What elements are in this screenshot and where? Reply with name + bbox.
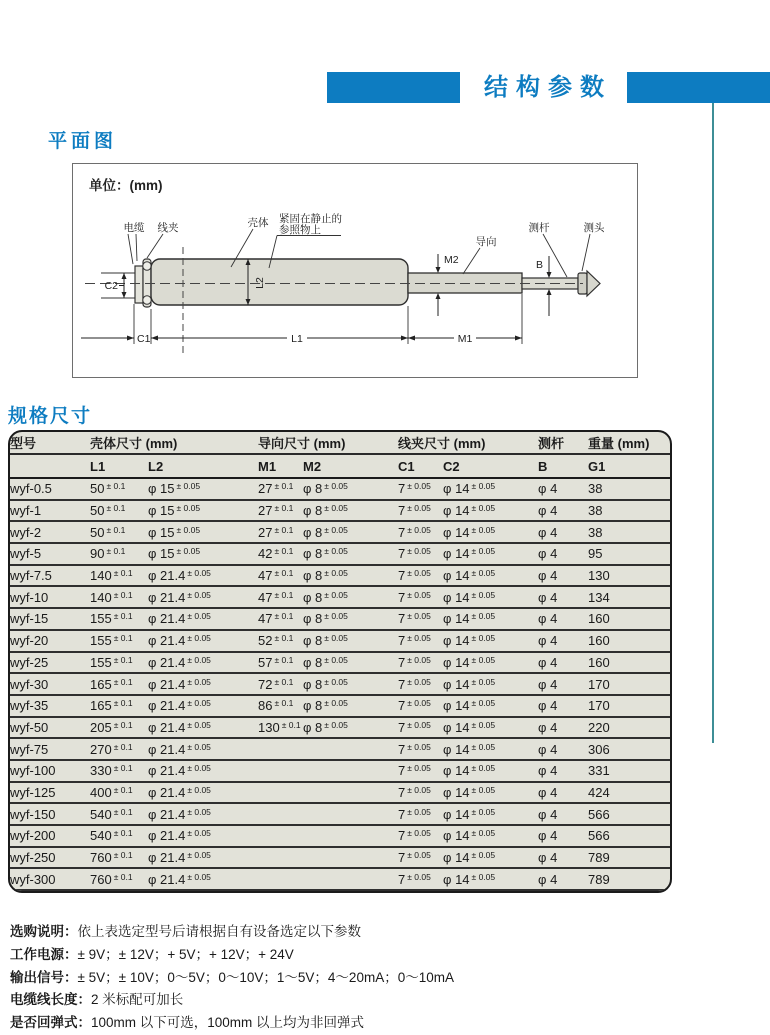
cell-c2: φ 14 $^{\pm 0.05}$: [443, 695, 538, 717]
sub-header-c2: C2: [443, 454, 538, 478]
cell-b: φ 4: [538, 521, 588, 543]
dim-c2: C2: [104, 280, 118, 292]
cell-g1: 566: [588, 825, 658, 847]
label-cable: 电缆: [123, 222, 145, 234]
cell-m1: 57 $^{\pm 0.1}$: [258, 652, 303, 674]
note-line: [10, 989, 750, 1012]
note-text: 100mm 以下可选，100mm 以上均为非回弹式: [91, 1015, 365, 1031]
cell-b: φ 4: [538, 825, 588, 847]
cell-c2: φ 14 $^{\pm 0.05}$: [443, 543, 538, 565]
cell-m1: 47 $^{\pm 0.1}$: [258, 565, 303, 587]
cell-m2: [303, 738, 398, 760]
cell-l2: φ 21.4 $^{\pm 0.05}$: [148, 652, 258, 674]
cell-l1: 50 $^{\pm 0.1}$: [90, 481, 126, 497]
table-row: [10, 608, 670, 630]
cell-c1: 7 $^{\pm 0.05}$: [398, 500, 443, 522]
cell-m2: [303, 868, 398, 890]
col-header-shell: 壳体尺寸 (mm): [90, 436, 178, 451]
cell-filler: [658, 565, 670, 587]
label-guide: 导向: [475, 236, 497, 248]
cell-m2: [303, 825, 398, 847]
cell-l1: [90, 890, 148, 893]
table-row: [10, 717, 670, 739]
cell-m1: [258, 890, 303, 893]
cell-l1: 90 $^{\pm 0.1}$: [90, 543, 148, 565]
cell-filler: [658, 738, 670, 760]
vertical-rule: [712, 103, 714, 743]
cell-c2: φ 14 $^{\pm 0.05}$: [443, 673, 538, 695]
cell-c2: φ 14 $^{\pm 0.05}$: [443, 782, 538, 804]
cell-filler: [658, 760, 670, 782]
cell-b: φ 4: [538, 717, 588, 739]
cell-l2: φ 21.4 $^{\pm 0.05}$: [148, 760, 258, 782]
table-row: [10, 586, 670, 608]
dim-c1: C1: [137, 333, 151, 345]
note-text: ± 9V；± 12V；+ 5V；+ 12V；+ 24V: [77, 946, 294, 962]
cell-l2: φ 15 $^{\pm 0.05}$: [148, 481, 201, 497]
cell-l2: φ 21.4 $^{\pm 0.05}$: [148, 803, 258, 825]
cell-m2: φ 8 $^{\pm 0.05}$: [303, 586, 398, 608]
cell-m1: [258, 825, 303, 847]
table-row: [10, 825, 670, 847]
cell-l1: 400 $^{\pm 0.1}$: [90, 782, 148, 804]
table-row: [10, 500, 670, 522]
cell-model: [10, 890, 90, 893]
table-row: [10, 803, 670, 825]
cell-c1: 7 $^{\pm 0.05}$: [398, 652, 443, 674]
cell-l2: φ 21.4 $^{\pm 0.05}$: [148, 717, 258, 739]
table-row: [10, 630, 670, 652]
label-tip: 测头: [583, 222, 605, 234]
cell-b: φ 4: [538, 630, 588, 652]
cell-b: φ 4: [538, 803, 588, 825]
cell-m2: [303, 890, 398, 893]
cell-filler: [658, 673, 670, 695]
note-label: 工作电源：: [10, 946, 78, 962]
cell-b: φ 4: [538, 760, 588, 782]
cell-l2: φ 21.4 $^{\pm 0.05}$: [148, 868, 258, 890]
cell-model: wyf-35: [10, 695, 90, 717]
cell-m2: φ 8 $^{\pm 0.05}$: [303, 481, 348, 497]
cell-filler: [658, 521, 670, 543]
sub-header-blank: [10, 454, 90, 478]
cell-l2: φ 21.4 $^{\pm 0.05}$: [148, 673, 258, 695]
cell-c2: φ 14 $^{\pm 0.05}$: [443, 803, 538, 825]
label-rod: 测杆: [528, 222, 550, 234]
cell-c2: φ 14 $^{\pm 0.05}$: [443, 608, 538, 630]
cell-m1: 72 $^{\pm 0.1}$: [258, 673, 303, 695]
cell-filler: [658, 847, 670, 869]
cell-l1: 205 $^{\pm 0.1}$: [90, 717, 148, 739]
cell-m1: [258, 847, 303, 869]
dim-m2: M2: [444, 254, 459, 266]
cell-l2: φ 21.4 $^{\pm 0.05}$: [148, 695, 258, 717]
cell-b: φ 4: [538, 608, 588, 630]
cell-c2: φ 14 $^{\pm 0.05}$: [443, 630, 538, 652]
cell-l1: 540 $^{\pm 0.1}$: [90, 803, 148, 825]
table-row: [10, 521, 670, 543]
cell-l1: 50 $^{\pm 0.1}$: [90, 500, 148, 522]
cell-model: wyf-15: [10, 608, 90, 630]
col-header-weight: 重量 (mm): [588, 436, 650, 451]
cell-m1: [258, 803, 303, 825]
cell-model: wyf-10: [10, 586, 90, 608]
col-header-clamp: 线夹尺寸 (mm): [398, 436, 486, 451]
note-text: ± 5V；± 10V；0～5V；0～10V；1～5V；4～20mA；0～10mA: [77, 969, 454, 985]
cell-model: wyf-20: [10, 630, 90, 652]
cell-filler: [658, 586, 670, 608]
cell-filler: [658, 825, 670, 847]
spec-table: [8, 430, 672, 893]
table-row: [10, 890, 670, 893]
shell-body: [151, 259, 408, 305]
note-line: [10, 967, 750, 990]
cell-m2: φ 8 $^{\pm 0.05}$: [303, 500, 398, 522]
cell-model: wyf-5: [10, 543, 90, 565]
cell-g1: 38: [588, 481, 603, 497]
table-row: [10, 782, 670, 804]
cell-l1: 50 $^{\pm 0.1}$: [90, 521, 148, 543]
unit-label: 单位：(mm): [89, 178, 163, 193]
cell-c2: [443, 890, 538, 893]
dim-l2: L2: [254, 277, 266, 289]
sub-header-c1: C1: [398, 454, 443, 478]
cell-b: φ 4: [538, 868, 588, 890]
cell-b: φ 4: [538, 738, 588, 760]
sub-header-filler: [658, 454, 670, 478]
cell-g1: 170: [588, 673, 658, 695]
cell-l1: 140 $^{\pm 0.1}$: [90, 565, 148, 587]
cell-l1: 155 $^{\pm 0.1}$: [90, 630, 148, 652]
col-header-model: 型号: [10, 436, 37, 451]
cell-c1: 7 $^{\pm 0.05}$: [398, 803, 443, 825]
cell-filler: [658, 868, 670, 890]
table-row: [10, 760, 670, 782]
dim-l1: L1: [291, 333, 303, 345]
cell-m1: 27 $^{\pm 0.1}$: [258, 521, 303, 543]
cell-b: φ 4: [538, 543, 588, 565]
cell-g1: 331: [588, 760, 658, 782]
cell-b: φ 4: [538, 500, 588, 522]
cell-m2: φ 8 $^{\pm 0.05}$: [303, 673, 398, 695]
cell-filler: [658, 652, 670, 674]
cell-filler: [658, 890, 670, 893]
cell-m2: φ 8 $^{\pm 0.05}$: [303, 630, 398, 652]
cell-model: wyf-25: [10, 652, 90, 674]
cell-model: wyf-0.5: [10, 481, 52, 497]
cell-c2: φ 14 $^{\pm 0.05}$: [443, 825, 538, 847]
cell-c1: 7 $^{\pm 0.05}$: [398, 630, 443, 652]
cell-l2: φ 15 $^{\pm 0.05}$: [148, 543, 258, 565]
cell-l1: 270 $^{\pm 0.1}$: [90, 738, 148, 760]
cell-c2: φ 14 $^{\pm 0.05}$: [443, 565, 538, 587]
cell-c1: 7 $^{\pm 0.05}$: [398, 782, 443, 804]
cell-m2: φ 8 $^{\pm 0.05}$: [303, 608, 398, 630]
cell-model: wyf-50: [10, 717, 90, 739]
cell-model: wyf-75: [10, 738, 90, 760]
cell-filler: [658, 608, 670, 630]
cell-m2: [303, 760, 398, 782]
table-row: [10, 673, 670, 695]
note-text: 依上表选定型号后请根据自有设备选定以下参数: [77, 924, 361, 939]
cell-model: wyf-250: [10, 847, 90, 869]
cell-model: wyf-2: [10, 521, 90, 543]
sub-header-m2: M2: [303, 454, 398, 478]
cell-c1: 7 $^{\pm 0.05}$: [398, 868, 443, 890]
table-row: [10, 652, 670, 674]
cell-g1: 220: [588, 717, 658, 739]
cell-b: φ 4: [538, 586, 588, 608]
cell-c2: φ 14 $^{\pm 0.05}$: [443, 586, 538, 608]
cell-g1: 424: [588, 782, 658, 804]
cell-filler: [658, 695, 670, 717]
cell-filler: [658, 782, 670, 804]
cable-connector: [135, 266, 143, 303]
cell-m1: 27 $^{\pm 0.1}$: [258, 481, 294, 497]
cell-m1: 47 $^{\pm 0.1}$: [258, 608, 303, 630]
cell-l1: 540 $^{\pm 0.1}$: [90, 825, 148, 847]
spec-table-body: [10, 478, 670, 893]
label-fixed-note-1: 紧固在静止的: [279, 213, 342, 225]
cell-l2: φ 21.4 $^{\pm 0.05}$: [148, 847, 258, 869]
cell-g1: 306: [588, 738, 658, 760]
section-title-plan-view: 平面图: [48, 131, 118, 152]
note-line: [10, 1012, 750, 1035]
cell-m2: φ 8 $^{\pm 0.05}$: [303, 521, 398, 543]
label-clamp: 线夹: [157, 222, 179, 234]
cell-l1: 165 $^{\pm 0.1}$: [90, 673, 148, 695]
cell-m2: φ 8 $^{\pm 0.05}$: [303, 717, 398, 739]
probe-tip-cone: [587, 271, 600, 296]
label-shell: 壳体: [247, 217, 269, 229]
label-fixed-note-2: 参照物上: [279, 224, 321, 236]
cell-g1: 38: [588, 500, 658, 522]
cell-b: φ 4: [538, 565, 588, 587]
cell-c2: φ 14 $^{\pm 0.05}$: [443, 738, 538, 760]
note-label: 是否回弹式：: [10, 1015, 91, 1031]
cell-m1: [258, 738, 303, 760]
cell-b: φ 4: [538, 847, 588, 869]
cell-l1: 330 $^{\pm 0.1}$: [90, 760, 148, 782]
cell-g1: 38: [588, 521, 658, 543]
cell-g1: 160: [588, 630, 658, 652]
clamp-screw-top: [143, 262, 151, 270]
cell-c1: 7 $^{\pm 0.05}$: [398, 481, 431, 497]
cell-model: wyf-30: [10, 673, 90, 695]
cell-m1: [258, 782, 303, 804]
cell-model: wyf-150: [10, 803, 90, 825]
cell-m1: 42 $^{\pm 0.1}$: [258, 543, 303, 565]
cell-m1: [258, 760, 303, 782]
cell-m2: [303, 847, 398, 869]
cell-c1: 7 $^{\pm 0.05}$: [398, 565, 443, 587]
cell-b: φ 4: [538, 652, 588, 674]
sub-header-b: B: [538, 454, 588, 478]
dim-b: B: [535, 259, 543, 271]
cell-filler: [658, 630, 670, 652]
cell-c1: 7 $^{\pm 0.05}$: [398, 543, 443, 565]
cell-g1: 789: [588, 868, 658, 890]
cell-c1: 7 $^{\pm 0.05}$: [398, 825, 443, 847]
cell-l1: 165 $^{\pm 0.1}$: [90, 695, 148, 717]
cell-m1: 47 $^{\pm 0.1}$: [258, 586, 303, 608]
cell-l2: φ 21.4 $^{\pm 0.05}$: [148, 738, 258, 760]
note-label: 电缆线长度：: [10, 992, 91, 1008]
cell-m2: φ 8 $^{\pm 0.05}$: [303, 695, 398, 717]
cell-filler: [658, 500, 670, 522]
section-title-spec: 规格尺寸: [8, 406, 93, 427]
note-label: 选购说明：: [10, 924, 78, 939]
cell-model: wyf-200: [10, 825, 90, 847]
cell-c2: φ 14 $^{\pm 0.05}$: [443, 500, 538, 522]
cell-l2: φ 21.4 $^{\pm 0.05}$: [148, 586, 258, 608]
cell-m1: [258, 868, 303, 890]
ordering-notes: [10, 921, 750, 1035]
cell-l1: 155 $^{\pm 0.1}$: [90, 608, 148, 630]
col-header-guide: 导向尺寸 (mm): [258, 436, 346, 451]
page-title: 结构参数: [484, 74, 612, 101]
cell-l2: φ 21.4 $^{\pm 0.05}$: [148, 565, 258, 587]
cell-m1: 130 $^{\pm 0.1}$: [258, 717, 303, 739]
cell-l2: φ 21.4 $^{\pm 0.05}$: [148, 825, 258, 847]
cell-l2: φ 15 $^{\pm 0.05}$: [148, 500, 258, 522]
sub-header-l2: L2: [148, 454, 258, 478]
table-row: [10, 868, 670, 890]
cell-g1: 789: [588, 847, 658, 869]
cell-m2: φ 8 $^{\pm 0.05}$: [303, 565, 398, 587]
cell-g1: [588, 890, 658, 893]
note-line: [10, 944, 750, 967]
note-text: 2 米标配可加长: [91, 992, 184, 1008]
col-header-rod: 测杆: [538, 436, 565, 451]
cell-l1: 155 $^{\pm 0.1}$: [90, 652, 148, 674]
cell-m1: 86 $^{\pm 0.1}$: [258, 695, 303, 717]
cell-model: wyf-125: [10, 782, 90, 804]
cell-b: φ 4: [538, 673, 588, 695]
cell-c1: 7 $^{\pm 0.05}$: [398, 760, 443, 782]
table-row: [10, 565, 670, 587]
cell-g1: 160: [588, 608, 658, 630]
cell-g1: 134: [588, 586, 658, 608]
cell-b: φ 4: [538, 481, 558, 497]
cell-c2: φ 14 $^{\pm 0.05}$: [443, 521, 538, 543]
cell-g1: 160: [588, 652, 658, 674]
sub-header-m1: M1: [258, 454, 303, 478]
cell-b: [538, 890, 588, 893]
cell-g1: 170: [588, 695, 658, 717]
cell-l2: φ 21.4 $^{\pm 0.05}$: [148, 630, 258, 652]
cell-c1: 7 $^{\pm 0.05}$: [398, 521, 443, 543]
cell-c1: [398, 890, 443, 893]
cell-c1: 7 $^{\pm 0.05}$: [398, 738, 443, 760]
cell-model: wyf-7.5: [10, 565, 90, 587]
cell-l1: 140 $^{\pm 0.1}$: [90, 586, 148, 608]
table-row: [10, 847, 670, 869]
cell-m1: 52 $^{\pm 0.1}$: [258, 630, 303, 652]
cell-filler: [658, 717, 670, 739]
cell-m2: φ 8 $^{\pm 0.05}$: [303, 652, 398, 674]
cell-model: wyf-1: [10, 500, 90, 522]
cell-c1: 7 $^{\pm 0.05}$: [398, 586, 443, 608]
cell-filler: [658, 543, 670, 565]
dim-m1: M1: [457, 333, 473, 345]
cell-l2: φ 21.4 $^{\pm 0.05}$: [148, 608, 258, 630]
cell-model: wyf-300: [10, 868, 90, 890]
cell-m1: 27 $^{\pm 0.1}$: [258, 500, 303, 522]
cell-l2: [148, 890, 258, 893]
cell-c2: φ 14 $^{\pm 0.05}$: [443, 760, 538, 782]
cell-c1: 7 $^{\pm 0.05}$: [398, 847, 443, 869]
header-accent-bar-left: [327, 72, 460, 103]
cell-g1: 566: [588, 803, 658, 825]
sensor-drawing: [73, 164, 639, 379]
cell-l1: 760 $^{\pm 0.1}$: [90, 847, 148, 869]
cell-g1: 95: [588, 543, 658, 565]
table-row: [10, 478, 670, 500]
cell-c2: φ 14 $^{\pm 0.05}$: [443, 481, 496, 497]
cell-b: φ 4: [538, 782, 588, 804]
table-row: [10, 738, 670, 760]
cell-c2: φ 14 $^{\pm 0.05}$: [443, 717, 538, 739]
cell-filler: [658, 803, 670, 825]
cell-l1: 760 $^{\pm 0.1}$: [90, 868, 148, 890]
cell-l2: φ 15 $^{\pm 0.05}$: [148, 521, 258, 543]
table-sub-header-row: [10, 454, 670, 478]
table-group-header-row: [10, 432, 670, 454]
cell-c1: 7 $^{\pm 0.05}$: [398, 695, 443, 717]
cell-model: wyf-100: [10, 760, 90, 782]
col-header-filler: [658, 432, 670, 454]
cell-m2: [303, 803, 398, 825]
cell-c2: φ 14 $^{\pm 0.05}$: [443, 847, 538, 869]
cell-g1: 130: [588, 565, 658, 587]
note-line: [10, 921, 750, 944]
cell-c1: 7 $^{\pm 0.05}$: [398, 608, 443, 630]
table-row: [10, 543, 670, 565]
cell-m2: [303, 782, 398, 804]
cell-m2: φ 8 $^{\pm 0.05}$: [303, 543, 398, 565]
cell-c1: 7 $^{\pm 0.05}$: [398, 673, 443, 695]
cell-l2: φ 21.4 $^{\pm 0.05}$: [148, 782, 258, 804]
cell-filler: [658, 478, 670, 500]
cell-c1: 7 $^{\pm 0.05}$: [398, 717, 443, 739]
cell-b: φ 4: [538, 695, 588, 717]
clamp-screw-bottom: [143, 296, 151, 304]
header-accent-bar-right: [627, 72, 770, 103]
table-row: [10, 695, 670, 717]
plan-view-diagram: [72, 163, 638, 378]
cell-c2: φ 14 $^{\pm 0.05}$: [443, 868, 538, 890]
sub-header-g1: G1: [588, 454, 658, 478]
cell-c2: φ 14 $^{\pm 0.05}$: [443, 652, 538, 674]
sub-header-l1: L1: [90, 454, 148, 478]
note-label: 输出信号：: [10, 969, 78, 985]
